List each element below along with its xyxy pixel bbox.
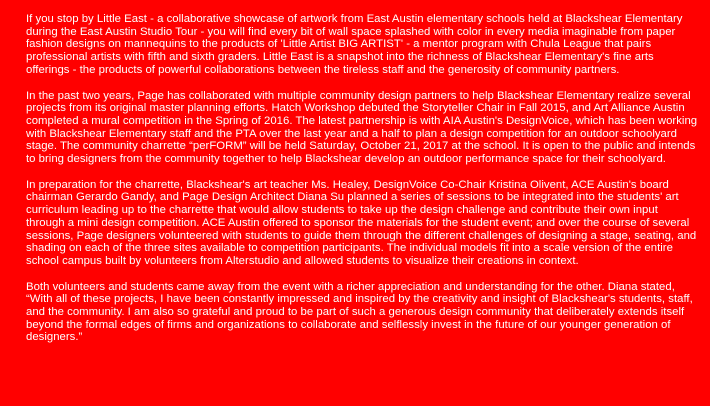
article-body xyxy=(26,13,698,344)
paragraph-little-east-intro: If you stop by Little East - a collaborative showcase of artwork from East Austin elementary schools held at Blackshear Elementary during the East Austin Studio Tour - you will find every bit of wall space splashed with color in every media imaginable from paper fashion designs on mannequins to the products of 'Little Artist BIG ARTIST' - a mentor program with Chula League that pairs professional artists with fifth and sixth graders. Little East is a snapshot into the richness of Blackshear Elementary's fine arts offerings - the products of powerful collaborations between the tireless staff and the generosity of community partners. xyxy=(26,13,683,76)
paragraph-community-partnerships: In the past two years, Page has collaborated with multiple community design partners to help Blackshear Elementary realize several projects from its original master planning efforts. Hatch Workshop debuted the Storyteller Chair in Fall 2015, and Art Alliance Austin completed a mural competition in the Spring of 2016. The latest partnership is with AIA Austin's DesignVoice, which has been working with Blackshear Elementary staff and the PTA over the last year and a half to plan a design competition for an outdoor schoolyard stage. The community charrette “perFORM” will be held Saturday, October 21, 2017 at the school. It is open to the public and intends to bring designers from the community together to help Blackshear develop an outdoor performance space for their schoolyard. xyxy=(26,89,698,166)
paragraph-charrette-preparation: In preparation for the charrette, Blackshear's art teacher Ms. Healey, DesignVoice Co-Chair Kristina Olivent, ACE Austin's board chairman Gerardo Gandy, and Page Design Architect Diana Su planned a series of sessions to be integrated into the students' art curriculum leading up to the charrette that would allow students to take up the design challenge and contribute their own input through a mini design competition. ACE Austin offered to sponsor the materials for the student event; and over the course of several sessions, Page designers volunteered with students to guide them through the different challenges of designing a stage, seating, and shading on each of the three sites available to competition participants. The individual models fit into a scale version of the entire school campus built by volunteers from Alterstudio and allowed students to visualize their creations in context. xyxy=(26,178,697,267)
paragraph-diana-quote: Both volunteers and students came away from the event with a richer appreciation and understanding for the other. Diana stated, “With all of these projects, I have been constantly impressed and inspired by the creativity and insight of Blackshear's students, staff, and the community. I am also so grateful and proud to be part of such a generous design community that deliberately extends itself beyond the formal edges of firms and organizations to collaborate and selflessly invest in the future of our younger generation of designers.” xyxy=(26,280,693,344)
